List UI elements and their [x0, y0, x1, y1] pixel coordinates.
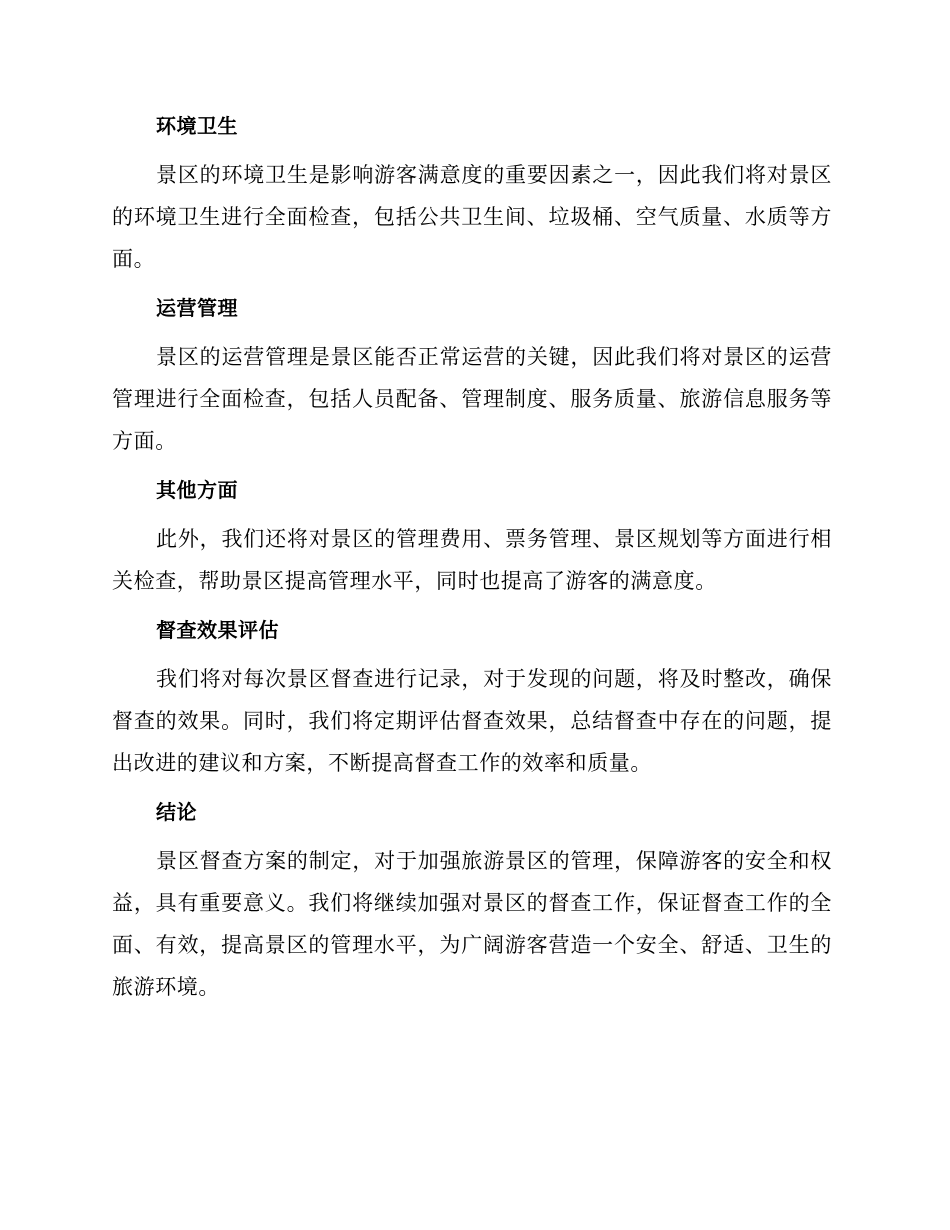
section-conclusion: [112, 790, 832, 1008]
section-heading: 运营管理: [156, 296, 238, 320]
section-paragraph: 景区督查方案的制定，对于加强旅游景区的管理，保障游客的安全和权益，具有重要意义。我们将继续加强对景区的督查工作，保证督查工作的全面、有效，提高景区的管理水平，为广阔游客营造一个安全、舒适、卫生的旅游环境。: [112, 849, 832, 999]
section-environment-hygiene: [112, 104, 832, 280]
section-paragraph: 景区的运营管理是景区能否正常运营的关键，因此我们将对景区的运营管理进行全面检查，包括人员配备、管理制度、服务质量、旅游信息服务等方面。: [112, 345, 832, 453]
section-heading: 结论: [156, 800, 197, 824]
section-paragraph: 景区的环境卫生是影响游客满意度的重要因素之一，因此我们将对景区的环境卫生进行全面检查，包括公共卫生间、垃圾桶、空气质量、水质等方面。: [112, 163, 832, 271]
section-paragraph: 此外，我们还将对景区的管理费用、票务管理、景区规划等方面进行相关检查，帮助景区提高管理水平，同时也提高了游客的满意度。: [112, 527, 832, 593]
section-heading: 其他方面: [156, 478, 238, 502]
document-page: [112, 104, 832, 1014]
section-heading: 环境卫生: [156, 114, 238, 138]
section-inspection-evaluation: [112, 608, 832, 784]
section-heading: 督查效果评估: [156, 618, 279, 642]
section-operations-management: [112, 286, 832, 462]
section-paragraph: 我们将对每次景区督查进行记录，对于发现的问题，将及时整改，确保督查的效果。同时，我们将定期评估督查效果，总结督查中存在的问题，提出改进的建议和方案，不断提高督查工作的效率和质量。: [112, 667, 832, 775]
section-other-aspects: [112, 468, 832, 602]
